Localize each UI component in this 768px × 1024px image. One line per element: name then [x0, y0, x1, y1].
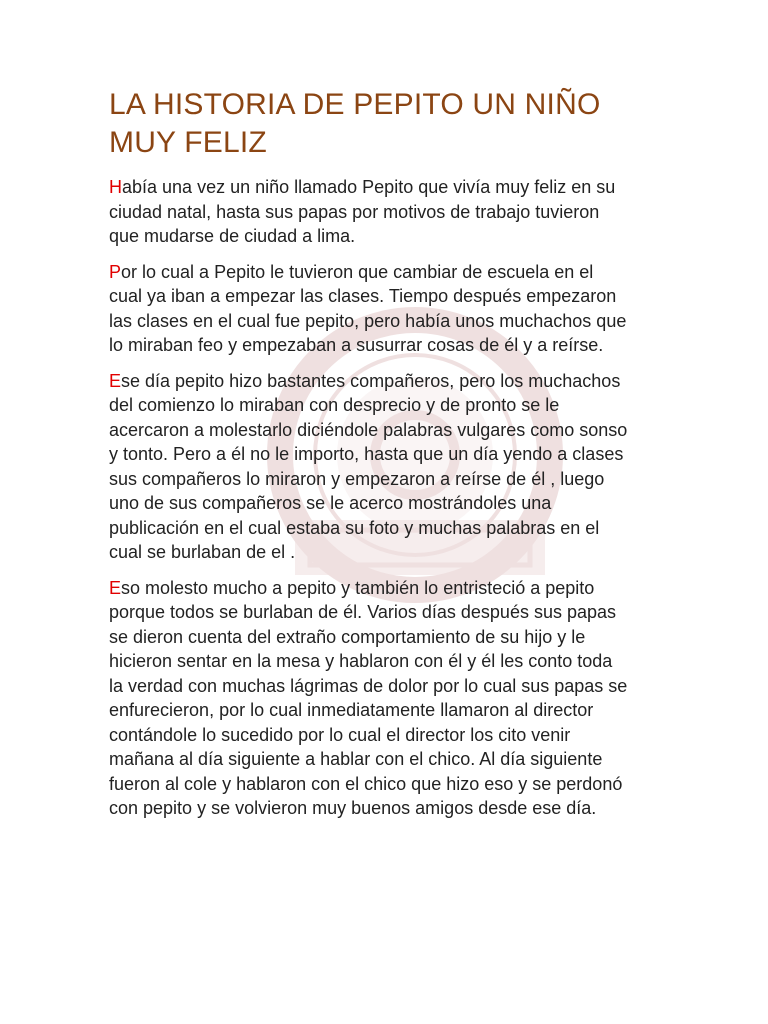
paragraph-text: se día pepito hizo bastantes compañeros, pero los muchachos del comienzo lo miraban con desprecio y de pronto se le acercaron a molestarlo diciéndole palabras vulgares como sonso y tonto. Pero a él no le importo, hasta que un día yendo a clases sus compañeros lo miraron y empezaron a reírse de él , luego uno de sus compañeros se le acerco mostrándoles una publicación en el cual estaba su foto y muchas palabras en el cual se burlaban de el .	[109, 370, 628, 562]
paragraph-3	[109, 369, 629, 565]
document-title: LA HISTORIA DE PEPITO UN NIÑO MUY FELIZ	[109, 88, 601, 159]
drop-letter: H	[109, 177, 122, 197]
paragraph-4	[109, 576, 629, 821]
paragraph-1	[109, 175, 629, 249]
drop-letter: E	[109, 577, 122, 598]
drop-letter: E	[109, 370, 122, 391]
paragraph-text: abía una vez un niño llamado Pepito que vivía muy feliz en su ciudad natal, hasta sus papas por motivos de trabajo tuvieron que mudarse de ciudad a lima.	[109, 177, 616, 246]
drop-letter: P	[109, 261, 122, 282]
paragraph-2	[109, 260, 629, 358]
document-page	[109, 86, 629, 832]
paragraph-text: so molesto mucho a pepito y también lo entristeció a pepito porque todos se burlaban de él. Varios días después sus papas se dieron cuenta del extraño comportamiento de su hijo y le hicieron sentar en la mesa y hablaron con él y él les conto toda la verdad con muchas lágrimas de dolor por lo cual sus papas se enfurecieron, por lo cual inmediatamente llamaron al director contándole lo sucedido por lo cual el director los cito venir mañana al día siguiente a hablar con el chico. Al día siguiente fueron al cole y hablaron con el chico que hizo eso y se perdonó con pepito y se volvieron muy buenos amigos desde ese día.	[109, 577, 628, 818]
paragraph-text: or lo cual a Pepito le tuvieron que cambiar de escuela en el cual ya iban a empezar las clases. Tiempo después empezaron las clases en el cual fue pepito, pero había unos muchachos que lo miraban feo y empezaban a susurrar cosas de él y a reírse.	[109, 261, 627, 355]
